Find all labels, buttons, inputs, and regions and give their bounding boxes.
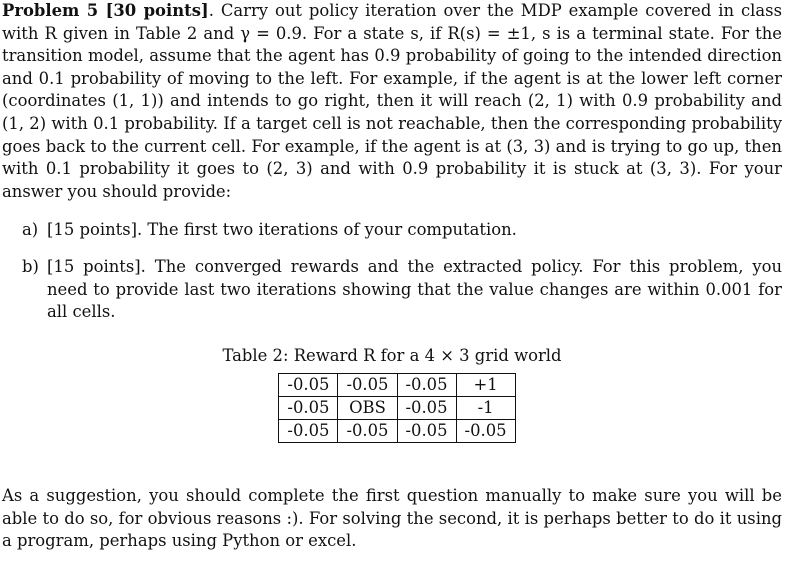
table-caption: Table 2: Reward R for a 4 × 3 grid world (222, 345, 562, 365)
table-cell: -0.05 (279, 373, 338, 396)
table-cell: -0.05 (456, 419, 515, 442)
list-marker: b) (22, 256, 39, 276)
problem-statement (2, 0, 782, 203)
problem-body: . Carry out policy iteration over the MDP example covered in class with R given in Table 2 and γ = 0.9. For a state s, if R(s) = ±1, s is a terminal state. For the transition model, assume that the agent has 0.9 probability of going to the intended direction and 0.1 probability of moving to the left. For example, if the agent is at the lower left corner (coordinates (1, 1)) and intends to go right, then it will reach (2, 1) with 0.9 probability and (1, 2) with 0.1 probability. If a target cell is not reachable, then the corresponding probability goes back to the current cell. For example, if the agent is at (3, 3) and is trying to go up, then with 0.1 probability it goes to (2, 3) and with 0.9 probability it is stuck at (3, 3). For your answer you should provide: (2, 1, 783, 201)
list-marker: a) (22, 220, 39, 240)
table-cell: -0.05 (397, 396, 456, 419)
reward-table-wrapper (2, 373, 782, 443)
table-cell: -1 (456, 396, 515, 419)
table-cell: -0.05 (397, 419, 456, 442)
list-item-text: [15 points]. The converged rewards and the extracted policy. For this problem, you need to provide last two iterations showing that the value changes are within 0.001 for all cells. (47, 256, 782, 322)
list-item (2, 256, 782, 324)
table-cell: +1 (456, 373, 515, 396)
table-cell: -0.05 (338, 419, 397, 442)
table-cell: -0.05 (338, 373, 397, 396)
document-page (2, 0, 783, 551)
table-cell: OBS (338, 396, 397, 419)
table-row (279, 419, 515, 442)
table-cell: -0.05 (279, 419, 338, 442)
table-cell: -0.05 (397, 373, 456, 396)
question-list (2, 219, 782, 323)
reward-table (278, 373, 515, 443)
table-cell: -0.05 (279, 396, 338, 419)
problem-heading: Problem 5 [30 points] (2, 1, 209, 20)
table-row (279, 396, 515, 419)
list-item (2, 219, 782, 242)
list-item-text: [15 points]. The first two iterations of your computation. (47, 220, 517, 240)
suggestion-paragraph: As a suggestion, you should complete the first question manually to make sure you will be able to do so, for obvious reasons :). For solving the second, it is perhaps better to do it using a program, perhaps using Python or excel. (2, 486, 782, 551)
table-row (279, 373, 515, 396)
